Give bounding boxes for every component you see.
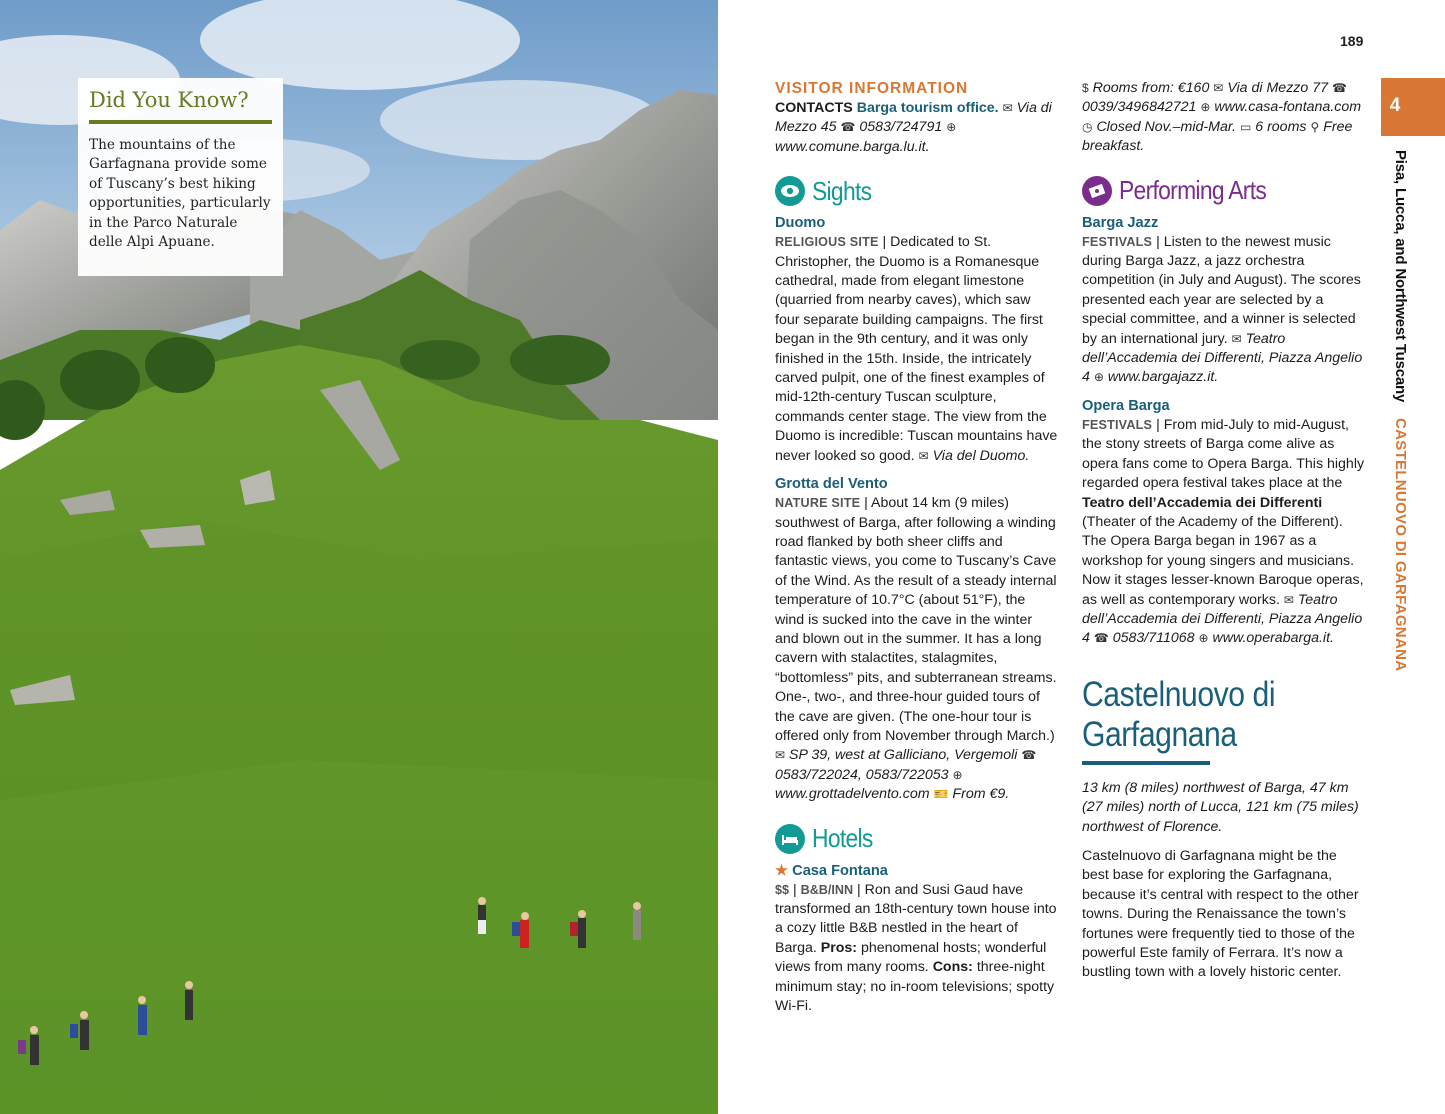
castelnuovo-text: Castelnuovo di Garfagnana might be the best base for exploring the Garfagnana, because it’s central with respect to the other towns. During the Renaissance the town’s fortunes were frequently tied to those of the powerful Este family of Ferrara. It’s now a bustling town with a lovely historic center.	[1082, 847, 1359, 981]
casa-fontana-price-level: $$	[775, 882, 790, 897]
barga-jazz-title: Barga Jazz	[1082, 214, 1159, 231]
chapter-tab	[1381, 78, 1445, 136]
chapter-number: 4	[1389, 95, 1401, 116]
address-icon: ✉	[1002, 101, 1013, 115]
duomo-text: RELIGIOUS SITE | Dedicated to St. Christopher, the Duomo is a Romanesque cathedral, made from elegant limestone (quarried from nearby caves), which saw four separate building campaigns. The first began in the 9th century, and it was only finished in the 15th. Inside, the intricately carved pulpit, one of the finest examples of mid-12th-century Tuscan sculpture, commands center stage. The view from the Duomo is incredible: Tuscan mountains have never looked so good. ✉ Via del Duomo.	[775, 234, 1058, 464]
sights-title: Sights	[812, 175, 872, 206]
casa-fontana-category: B&B/INN	[800, 882, 854, 897]
barga-jazz-category: FESTIVALS	[1082, 234, 1153, 249]
hotels-heading	[775, 821, 1058, 857]
phone-icon: ☎	[1331, 81, 1347, 95]
web-icon: ⊕	[1200, 100, 1211, 115]
duomo-description: Dedicated to St. Christopher, the Duomo is a Romanesque cathedral, made from elegant limestone (quarried from nearby caves), which saw four separate building campaigns. The first began in the 9th century, and it was only finished in the 15th. Inside, the intricately carved pulpit, one of the finest examples of mid-12th-century Tuscan sculpture, commands center stage. The view from the Duomo is incredible: Tuscan mountains have never looked so good.	[775, 234, 1058, 464]
web-icon: ⊕	[946, 120, 957, 135]
duomo-category: RELIGIOUS SITE	[775, 235, 879, 250]
cons-label: Cons:	[932, 959, 973, 976]
page-number: 189	[1340, 33, 1364, 49]
castelnuovo-title: Castelnuovo di Garfagnana	[1082, 674, 1276, 754]
casa-fontana-details	[1082, 79, 1367, 157]
casa-fontana-web[interactable]: www.casa-fontana.com	[1214, 99, 1362, 116]
opera-barga-address: Teatro dell’Accademia dei Differenti, Piazza Angelio 4	[1082, 591, 1363, 647]
rooms-icon: ▭	[1239, 119, 1252, 134]
did-you-know-rule	[89, 120, 272, 124]
tourism-office-address: Via di Mezzo 45	[775, 100, 1052, 136]
ticket-stub-icon	[1082, 176, 1112, 206]
casa-fontana-rooms: 6 rooms	[1255, 118, 1307, 135]
ticket-icon: 🎫	[933, 787, 949, 802]
did-you-know-title: Did You Know?	[89, 88, 249, 112]
web-icon: ⊕	[1198, 631, 1209, 646]
opera-barga-description-a: From mid-July to mid-August, the stony streets of Barga come alive as opera fans come to Opera Barga. This highly regarded opera festival takes place at the	[1082, 416, 1365, 492]
address-icon: ✉	[1213, 81, 1224, 95]
casa-fontana-description: Ron and Susi Gaud have transformed an 18th-century town house into a cozy little B&B nestled in the heart of Barga.	[775, 881, 1057, 956]
phone-icon: ☎	[840, 120, 856, 135]
address-icon: ✉	[775, 748, 786, 763]
opera-barga-web[interactable]: www.operabarga.it.	[1212, 630, 1334, 647]
performing-arts-title: Performing Arts	[1119, 174, 1267, 205]
hiking-photo	[0, 0, 718, 1114]
barga-jazz-text: FESTIVALS | Listen to the newest music during Barga Jazz, a jazz orchestra competition (in July and August). The scores presented each year are selected by a special committee, and a winner is selected by an international jury. ✉ Teatro dell’Accademia dei Differenti, Piazza Angelio 4 ⊕ www.bargajazz.it.	[1082, 233, 1363, 386]
column-left	[775, 79, 1058, 1016]
casa-fontana-title	[775, 861, 1058, 881]
grotta-phone: 0583/722024, 0583/722053	[775, 766, 949, 783]
grotta-title: Grotta del Vento	[775, 476, 888, 493]
pros-label: Pros:	[820, 939, 858, 956]
duomo-title: Duomo	[775, 215, 826, 232]
web-icon: ⊕	[1093, 370, 1104, 385]
grotta-address: SP 39, west at Galliciano, Vergemoli	[789, 747, 1018, 764]
address-icon: ✉	[918, 448, 929, 463]
barga-jazz-description: Listen to the newest music during Barga Jazz, a jazz orchestra competition (in July and August). The scores presented each year are selected by a special committee, and a winner is selected by an international jury.	[1082, 233, 1361, 347]
hotels-title: Hotels	[812, 822, 873, 853]
opera-barga-phone: 0583/711068	[1112, 630, 1195, 647]
casa-fontana-closed: Closed Nov.–mid-Mar.	[1096, 118, 1236, 135]
barga-jazz-web[interactable]: www.bargajazz.it.	[1107, 369, 1219, 386]
price-icon: $	[1082, 81, 1089, 95]
grotta-category: NATURE SITE	[775, 496, 861, 511]
section-title: CASTELNUOVO DI GARFAGNANA	[1392, 418, 1409, 672]
duomo-address: Via del Duomo.	[932, 447, 1030, 464]
castelnuovo-directions: 13 km (8 miles) northwest of Barga, 47 km (27 miles) north of Lucca, 121 km (75 miles) northwest of Florence.	[1082, 779, 1359, 835]
opera-barga-category: FESTIVALS	[1082, 417, 1153, 432]
chapter-title: Pisa, Lucca, and Northwest Tuscany	[1392, 150, 1409, 403]
did-you-know-body: The mountains of the Garfagnana provide some of Tuscany’s best hiking opportunities, particularly in the Parco Naturale delle Alpi Apuane.	[89, 137, 271, 251]
casa-fontana-text: $$ | B&B/INN | Ron and Susi Gaud have transformed an 18th-century town house into a cozy little B&B nestled in the heart of Barga. Pros: phenomenal hosts; wonderful views from many rooms. Cons: three-night minimum stay; no in-room televisions; spotty Wi-Fi.	[775, 881, 1057, 1015]
grotta-price: From €9.	[952, 786, 1010, 803]
casa-fontana-pros: phenomenal hosts; wonderful views from many rooms.	[775, 939, 1047, 976]
barga-jazz-address: Teatro dell’Accademia dei Differenti, Piazza Angelio 4	[1082, 330, 1363, 386]
grotta-web[interactable]: www.grottadelvento.com	[775, 786, 930, 803]
casa-fontana-address: Via di Mezzo 77	[1227, 80, 1328, 96]
clock-icon: ◷	[1082, 119, 1093, 134]
phone-icon: ☎	[1021, 748, 1037, 763]
running-head	[1385, 150, 1409, 672]
casa-fontana-breakfast: Free breakfast.	[1082, 118, 1353, 155]
opera-barga-description-b: (Theater of the Academy of the Different). The Opera Barga began in 1967 as a workshop for young singers and musicians. Now it stages lesser-known Baroque operas, as well as contemporary works.	[1082, 513, 1364, 608]
casa-fontana-name: Casa Fontana	[792, 862, 888, 879]
did-you-know-box	[78, 78, 283, 276]
castelnuovo-rule	[1082, 761, 1210, 765]
opera-barga-venue: Teatro dell’Accademia dei Differenti	[1082, 494, 1323, 511]
casa-fontana-phone: 0039/3496842721	[1082, 99, 1197, 116]
casa-fontana-rooms-from: Rooms from: €160	[1092, 80, 1210, 96]
grotta-text: NATURE SITE | About 14 km (9 miles) southwest of Barga, after following a winding road flanked by both sheer cliffs and fantastic views, you come to Tuscany’s Cave of the Wind. As the result of a steady internal temperature of 10.7°C (about 51°F), the wind is sucked into the cave in the winter and blown out in the summer. It has a long cavern with stalactites, stalagmites, “bottomless” pits, and subterranean streams. One-, two-, and three-hour guided tours of the cave are given. (The one-hour tour is offered only from November through March.) ✉ SP 39, west at Galliciano, Vergemoli ☎ 0583/722024, 0583/722053 ⊕ www.grottadelvento.com 🎫 From €9.	[775, 495, 1057, 803]
grotta-description: About 14 km (9 miles) southwest of Barga, after following a winding road flanked by both sheer cliffs and fantastic views, you come to Tuscany’s Cave of the Wind. As the result of a steady internal temperature of 10.7°C (about 51°F), the wind is sucked into the cave in the winter and blown out in the summer. It has a long cavern with stalactites, stalagmites, “bottomless” pits, and subterranean streams. One-, two-, and three-hour guided tours of the cave are given. (The one-hour tour is offered only from November through March.)	[775, 495, 1057, 744]
breakfast-icon: ⚲	[1310, 119, 1320, 134]
tourism-office-link[interactable]: Barga tourism office.	[856, 100, 999, 116]
web-icon: ⊕	[952, 767, 963, 782]
tourism-office-phone: 0583/724791	[859, 119, 943, 136]
opera-barga-title: Opera Barga	[1082, 397, 1170, 414]
opera-barga-text: FESTIVALS | From mid-July to mid-August, the stony streets of Barga come alive as opera fans come to Opera Barga. This highly regarded opera festival takes place at the Teatro dell’Accademia dei Differenti (Theater of the Academy of the Different). The Opera Barga began in 1967 as a workshop for young singers and musicians. Now it stages lesser-known Baroque operas, as well as contemporary works. ✉ Teatro dell’Accademia dei Differenti, Piazza Angelio 4 ☎ 0583/711068 ⊕ www.operabarga.it.	[1082, 416, 1365, 647]
tourism-office-web[interactable]: www.comune.barga.lu.it.	[775, 138, 930, 155]
column-right	[1082, 79, 1367, 983]
casa-fontana-cons: three-night minimum stay; no in-room televisions; spotty Wi-Fi.	[775, 959, 1055, 1015]
star-icon: ★	[775, 862, 789, 879]
visitor-information-heading: VISITOR INFORMATION	[775, 80, 969, 97]
sights-heading	[775, 173, 1058, 209]
eye-icon	[775, 176, 805, 206]
performing-arts-heading	[1082, 173, 1367, 209]
address-icon: ✉	[1283, 592, 1294, 607]
bed-icon	[775, 824, 805, 854]
address-icon: ✉	[1231, 331, 1242, 346]
visitor-contacts	[775, 99, 1058, 157]
phone-icon: ☎	[1093, 631, 1109, 646]
contacts-label: CONTACTS	[775, 100, 853, 116]
